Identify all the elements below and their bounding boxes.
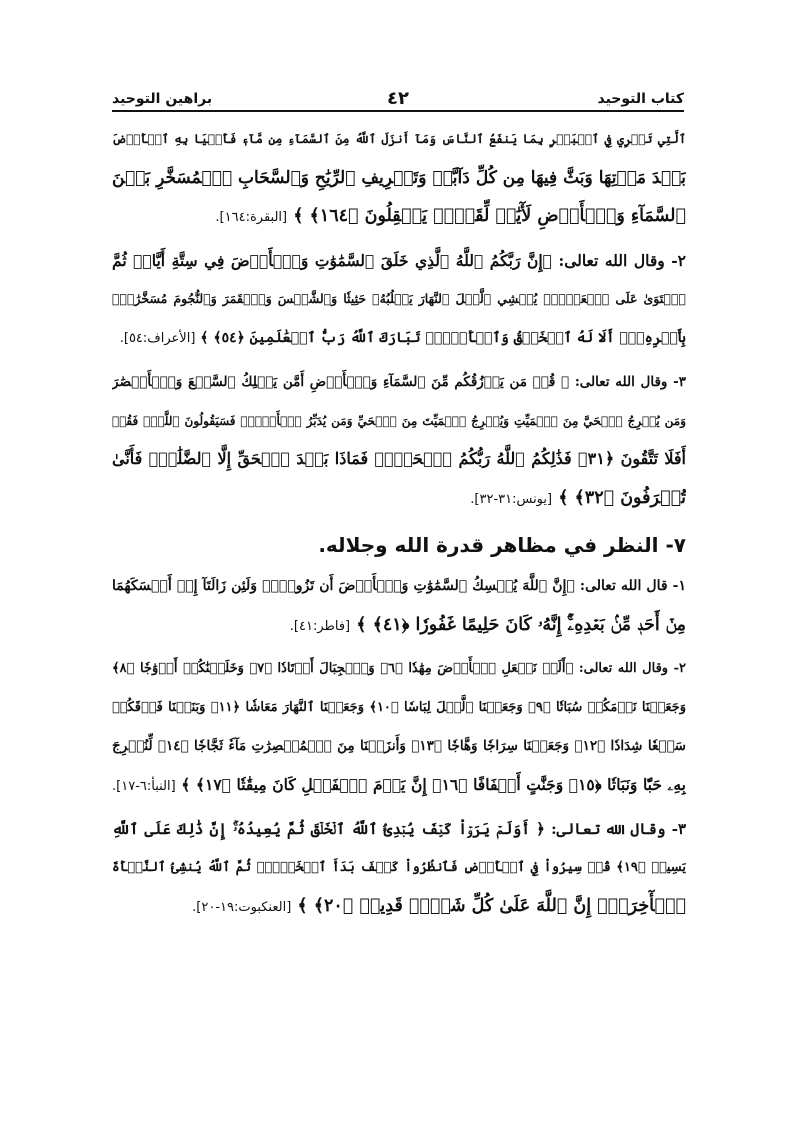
verse-text: مِنۡ أَحَدٖ مِّنۢ بَعۡدِهِۦٓۚ إِنَّهُۥ كَانَ حَلِيمًا غَفُورٗا ﴿٤١﴾ ﴾ xyxy=(356,614,686,635)
verse-text: يَسِيرٞ ﴿١٩﴾ قُلۡ سِيرُواْ فِي ٱلۡأَرۡضِ فَٱنظُرُواْ كَيۡفَ بَدَأَ ٱلۡخَلۡقَۚ ثُمَّ ٱللَّهُ يُنشِئُ ٱلنَّشۡأَةَ xyxy=(112,859,686,875)
text-line xyxy=(112,810,686,849)
text-line xyxy=(112,849,686,888)
verse-reference: [النبأ:٦-١٧]. xyxy=(112,778,176,794)
verse-text: بَعۡدَ مَوۡتِهَا وَبَثَّ فِيهَا مِن كُلِّ دَآبَّةٖ وَتَصۡرِيفِ ٱلرِّيَٰحِ وَٱلسَّحَابِ ٱلۡمُسَخَّرِ بَيۡنَ xyxy=(112,167,686,188)
verse-text: ٱلَّتِي تَجۡرِي فِي ٱلۡبَحۡرِ بِمَا يَنفَعُ ٱلنَّاسَ وَمَآ أَنزَلَ ٱللَّهُ مِنَ ٱلسَّمَآءِ مِن مَّآءٖ فَأَحۡيَا بِهِ ٱلۡأَرۡضَ xyxy=(112,132,686,146)
page-number: ٤٢ xyxy=(387,88,409,109)
text-line xyxy=(112,120,686,159)
verse-reference: [يونس:٣١-٣٢]. xyxy=(470,491,553,507)
verse-text: وَجَعَلۡنَا نَوۡمَكُمۡ سُبَاتٗا ﴿٩﴾ وَجَعَلۡنَا ٱلَّيۡلَ لِبَاسٗا ﴿١٠﴾ وَجَعَلۡنَا ٱلنَّهَارَ مَعَاشٗا ﴿١١﴾ وَبَنَيۡنَا فَوۡقَكُمۡ xyxy=(112,699,686,715)
verse-text: ٢- وقال الله تعالى: ﴿أَلَمۡ نَجۡعَلِ ٱلۡأَرۡضَ مِهَٰدٗا ﴿٦﴾ وَٱلۡجِبَالَ أَوۡتَادٗا ﴿٧﴾ وَخَلَقۡنَٰكُمۡ أَزۡوَٰجٗا ﴿٨﴾ xyxy=(112,661,686,676)
verse-text: بِأَمۡرِهِۦٓۗ أَلَا لَهُ ٱلۡخَلۡقُ وَٱلۡأَمۡرُۗ تَبَارَكَ ٱللَّهُ رَبُّ ٱلۡعَٰلَمِينَ ﴿٥٤﴾ ﴾ xyxy=(200,329,686,346)
text-line xyxy=(112,479,686,518)
verse-text: ٱلۡأٓخِرَةَۚ إِنَّ ٱللَّهَ عَلَىٰ كُلِّ شَيۡءٖ قَدِيرٞ ﴿٢٠﴾ ﴾ xyxy=(297,896,686,916)
verse-text: ٢- وقال الله تعالى: ﴿إِنَّ رَبَّكُمُ ٱللَّهُ ٱلَّذِي خَلَقَ ٱلسَّمَٰوَٰتِ وَٱلۡأَرۡضَ فِي سِتَّةِ أَيَّامٖ ثُمَّ xyxy=(112,250,686,270)
verse-text: سَبۡعٗا شِدَادٗا ﴿١٢﴾ وَجَعَلۡنَا سِرَاجٗا وَهَّاجٗا ﴿١٣﴾ وَأَنزَلۡنَا مِنَ ٱلۡمُعۡصِرَٰتِ مَآءٗ ثَجَّاجٗا ﴿١٤﴾ لِّنُخۡرِجَ xyxy=(112,738,686,754)
verse-text: ٱسۡتَوَىٰ عَلَى ٱلۡعَرۡشِۖ يُغۡشِي ٱلَّيۡلَ ٱلنَّهَارَ يَطۡلُبُهُۥ حَثِيثٗا وَٱلشَّمۡسَ وَٱلۡقَمَرَ وَٱلنُّجُومَ مُسَخَّرَٰتِۭ xyxy=(112,291,686,306)
verse-reference: [العنكبوت:١٩-٢٠]. xyxy=(192,900,292,915)
verse-text: ٱلسَّمَآءِ وَٱلۡأَرۡضِ لَأٓيَٰتٖ لِّقَوۡمٖ يَعۡقِلُونَ ﴿١٦٤﴾ ﴾ xyxy=(293,206,686,226)
verse-reference: [فاطر:٤١]. xyxy=(289,618,351,634)
text-line xyxy=(112,242,686,281)
text-line xyxy=(112,727,686,766)
verse-text: بِهِۦ حَبّٗا وَنَبَاتٗا ﴿١٥﴾ وَجَنَّٰتٍ أَلۡفَافًا ﴿١٦﴾ إِنَّ يَوۡمَ ٱلۡفَصۡلِ كَانَ مِيقَٰتٗا ﴿١٧﴾ ﴾ xyxy=(181,774,686,794)
verse-text: تُصۡرَفُونَ ﴿٣٢﴾ ﴾ xyxy=(558,487,686,508)
text-line xyxy=(112,887,686,926)
text-line xyxy=(112,402,686,441)
verse-text: ٣- وقال الله تعالى: ﴿ أَوَلَمۡ يَرَوۡاْ كَيۡفَ يُبۡدِئُ ٱللَّهُ ٱلۡخَلۡقَ ثُمَّ يُعِيدُهُۥٓۚ إِنَّ ذَٰلِكَ عَلَى ٱللَّهِ xyxy=(112,820,686,838)
book-title: كتاب التوحيد xyxy=(597,91,684,107)
page-header xyxy=(112,84,684,108)
text-line xyxy=(112,363,686,402)
verse-text: أَفَلَا تَتَّقُونَ ﴿٣١﴾ فَذَٰلِكُمُ ٱللَّهُ رَبُّكُمُ ٱلۡحَقُّۖ فَمَاذَا بَعۡدَ ٱلۡحَقِّ إِلَّا ٱلضَّلَٰلُۖ فَأَنَّىٰ xyxy=(112,449,686,468)
text-line xyxy=(112,766,686,805)
text-line xyxy=(112,159,686,198)
text-line xyxy=(112,319,686,358)
text-line xyxy=(112,280,686,319)
verse-text: ٣- وقال الله تعالى: ﴿ قُلۡ مَن يَرۡزُقُكُم مِّنَ ٱلسَّمَآءِ وَٱلۡأَرۡضِ أَمَّن يَمۡلِكُ ٱلسَّمۡعَ وَٱلۡأَبۡصَٰرَ xyxy=(112,374,686,390)
verse-reference: [الأعراف:٥٤]. xyxy=(119,330,196,346)
text-line xyxy=(112,440,686,479)
section-heading xyxy=(112,523,686,567)
chapter-title: براهين التوحيد xyxy=(112,91,213,107)
text-line xyxy=(112,689,686,728)
page-body xyxy=(112,120,686,926)
verse-text: ١- قال الله تعالى: ﴿إِنَّ ٱللَّهَ يُمۡسِكُ ٱلسَّمَٰوَٰتِ وَٱلۡأَرۡضَ أَن تَزُولَاۚ وَلَئِن زَالَتَآ إِنۡ أَمۡسَكَهُمَا xyxy=(112,578,686,594)
text-line xyxy=(112,197,686,236)
verse-text: ٧- النظر في مظاهر قدرة الله وجلاله. xyxy=(318,533,686,557)
text-line xyxy=(112,567,686,606)
verse-reference: [البقرة:١٦٤]. xyxy=(215,210,288,225)
verse-text: وَمَن يُخۡرِجُ ٱلۡحَيَّ مِنَ ٱلۡمَيِّتِ وَيُخۡرِجُ ٱلۡمَيِّتَ مِنَ ٱلۡحَيِّ وَمَن يُدَبِّرُ ٱلۡأَمۡرَۚ فَسَيَقُولُونَ ٱللَّهُۚ فَقُلۡ xyxy=(112,413,686,428)
text-line xyxy=(112,650,686,689)
header-rule xyxy=(112,110,684,112)
text-line xyxy=(112,606,686,645)
